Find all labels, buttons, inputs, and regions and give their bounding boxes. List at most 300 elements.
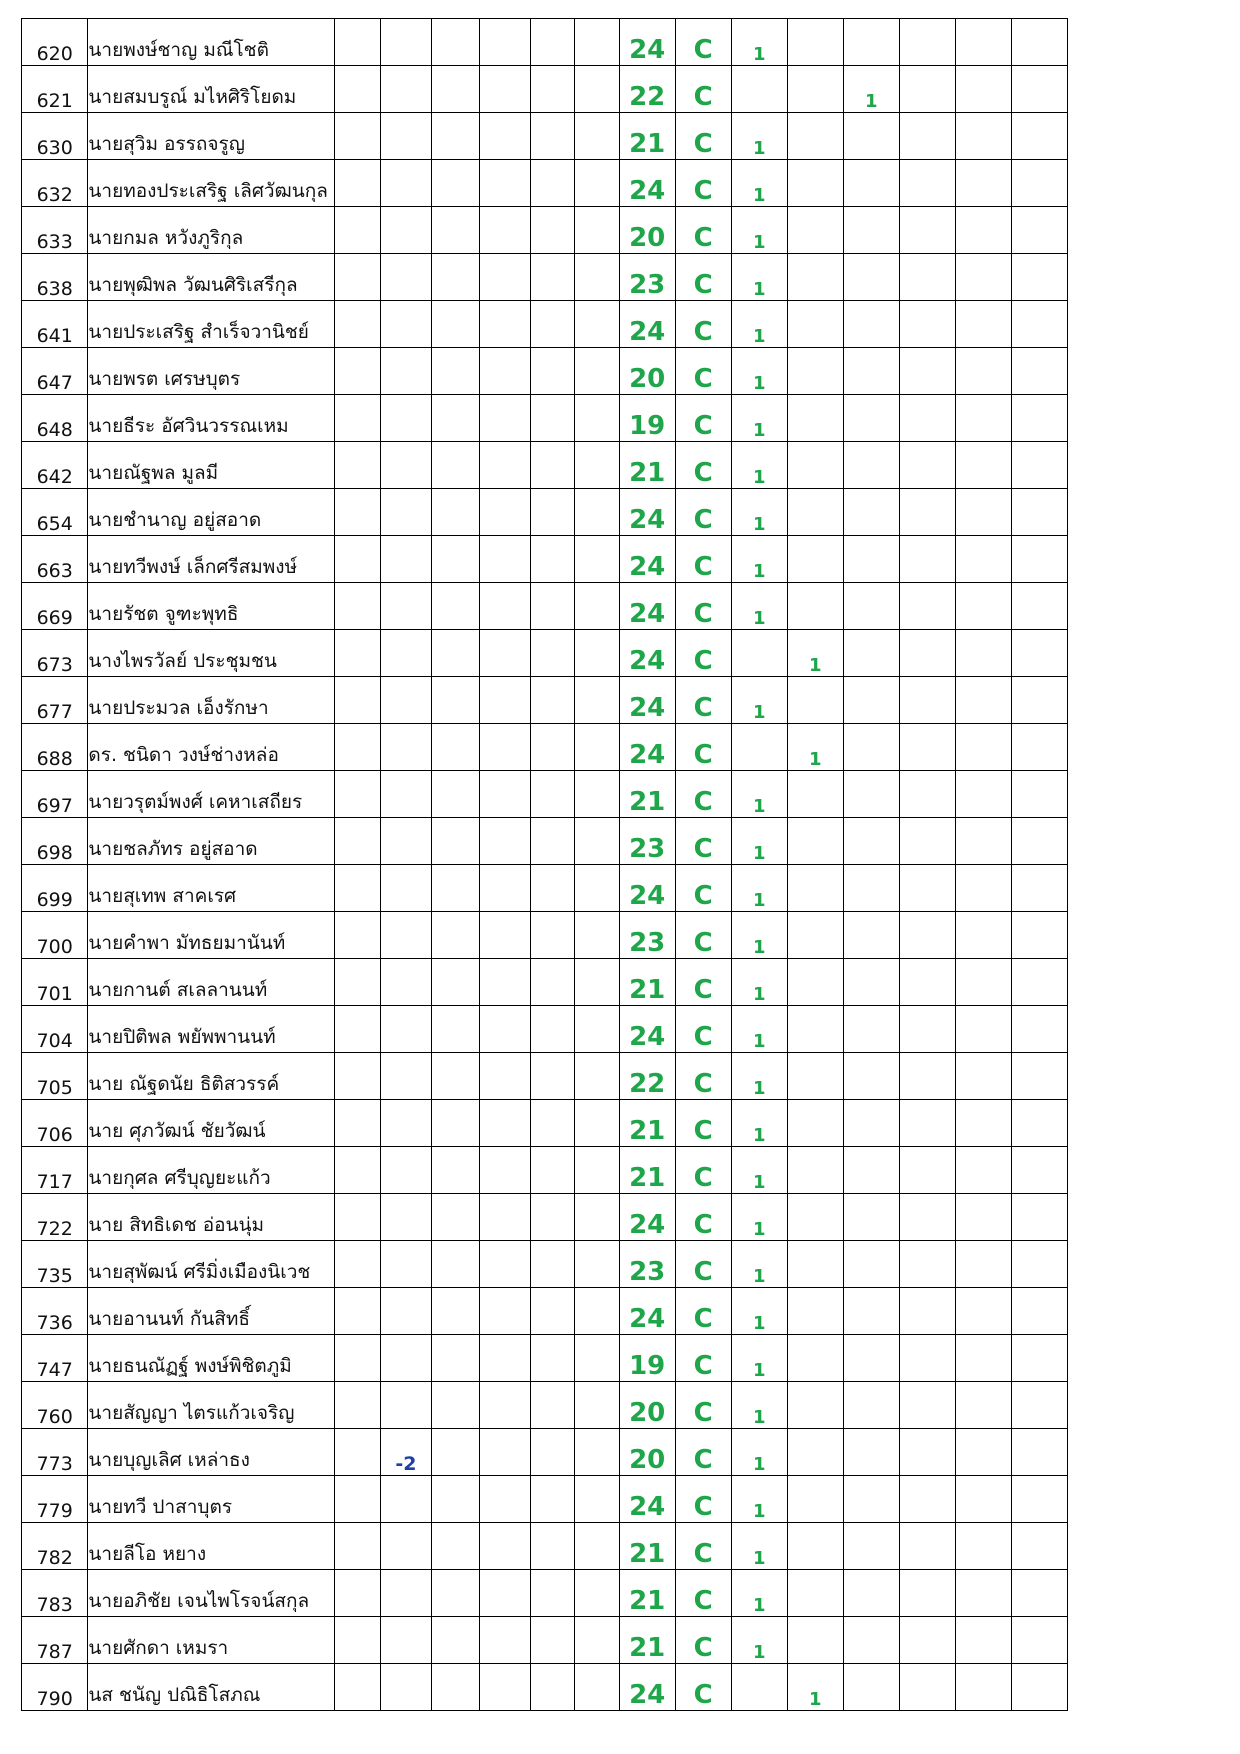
table-row <box>22 959 1124 1006</box>
empty-cell <box>479 1476 531 1523</box>
row-id: 647 <box>22 348 88 395</box>
grade-cell: C <box>675 1335 731 1382</box>
empty-cell <box>955 489 1011 536</box>
empty-cell <box>335 771 381 818</box>
empty-cell <box>335 630 381 677</box>
empty-cell <box>479 348 531 395</box>
empty-cell <box>955 630 1011 677</box>
row-name: นส ชนัญ ปณิธิโสภณ <box>88 1664 335 1711</box>
empty-cell <box>531 912 575 959</box>
table-row <box>22 1147 1124 1194</box>
flag-cell-2 <box>787 1147 843 1194</box>
score-cell: 20 <box>619 1382 675 1429</box>
flag-cell-1: 1 <box>731 818 787 865</box>
adjustment-cell <box>381 1053 432 1100</box>
table-row <box>22 1570 1124 1617</box>
empty-cell <box>575 301 620 348</box>
empty-cell <box>335 1053 381 1100</box>
empty-cell <box>431 1476 479 1523</box>
empty-cell <box>531 1664 575 1711</box>
grade-cell: C <box>675 1523 731 1570</box>
row-id: 648 <box>22 395 88 442</box>
empty-cell <box>479 818 531 865</box>
flag-cell-3 <box>843 1241 899 1288</box>
empty-cell <box>899 1382 955 1429</box>
empty-cell <box>899 630 955 677</box>
flag-cell-3 <box>843 442 899 489</box>
table-row <box>22 1382 1124 1429</box>
table-row <box>22 630 1124 677</box>
grade-cell: C <box>675 1053 731 1100</box>
empty-cell <box>575 1617 620 1664</box>
flag-cell-3 <box>843 583 899 630</box>
flag-cell-3 <box>843 536 899 583</box>
row-name: นายสุวิม อรรถจรูญ <box>88 113 335 160</box>
empty-cell <box>899 348 955 395</box>
empty-cell <box>431 724 479 771</box>
empty-cell <box>899 1664 955 1711</box>
empty-cell <box>575 1100 620 1147</box>
empty-cell <box>575 1053 620 1100</box>
adjustment-cell <box>381 865 432 912</box>
grade-cell: C <box>675 1617 731 1664</box>
table-row <box>22 1476 1124 1523</box>
flag-cell-3 <box>843 1006 899 1053</box>
empty-cell <box>575 959 620 1006</box>
empty-cell <box>431 630 479 677</box>
score-cell: 24 <box>619 1664 675 1711</box>
empty-cell <box>955 1288 1011 1335</box>
empty-cell <box>431 1617 479 1664</box>
empty-cell <box>531 1429 575 1476</box>
empty-cell <box>335 1664 381 1711</box>
flag-cell-2 <box>787 865 843 912</box>
flag-cell-1: 1 <box>731 1476 787 1523</box>
empty-cell <box>531 865 575 912</box>
empty-cell <box>335 1241 381 1288</box>
empty-cell <box>531 1100 575 1147</box>
empty-cell <box>1011 1382 1067 1429</box>
empty-cell <box>431 1194 479 1241</box>
empty-cell <box>335 348 381 395</box>
row-name: นายอานนท์ กันสิทธิ์ <box>88 1288 335 1335</box>
empty-cell <box>955 865 1011 912</box>
empty-cell <box>955 442 1011 489</box>
grade-cell: C <box>675 1241 731 1288</box>
empty-cell <box>531 959 575 1006</box>
empty-cell <box>531 1382 575 1429</box>
flag-cell-1: 1 <box>731 1382 787 1429</box>
empty-cell <box>531 395 575 442</box>
flag-cell-2: 1 <box>787 724 843 771</box>
score-cell: 24 <box>619 301 675 348</box>
empty-cell <box>575 207 620 254</box>
table-row <box>22 489 1124 536</box>
flag-cell-3 <box>843 1476 899 1523</box>
adjustment-cell <box>381 1570 432 1617</box>
empty-cell <box>955 1429 1011 1476</box>
empty-cell <box>899 254 955 301</box>
empty-cell <box>479 1429 531 1476</box>
adjustment-cell <box>381 583 432 630</box>
adjustment-cell <box>381 66 432 113</box>
grade-cell: C <box>675 771 731 818</box>
row-name: นายพงษ์ชาญ มณีโชติ <box>88 19 335 66</box>
empty-cell <box>955 1006 1011 1053</box>
adjustment-cell <box>381 959 432 1006</box>
grade-cell: C <box>675 818 731 865</box>
flag-cell-2 <box>787 583 843 630</box>
empty-cell <box>955 677 1011 724</box>
empty-cell <box>431 1241 479 1288</box>
empty-cell <box>1011 536 1067 583</box>
empty-cell <box>1011 66 1067 113</box>
flag-cell-3 <box>843 19 899 66</box>
empty-cell <box>479 724 531 771</box>
empty-cell <box>899 1429 955 1476</box>
flag-cell-2 <box>787 536 843 583</box>
empty-cell <box>575 1664 620 1711</box>
adjustment-cell <box>381 724 432 771</box>
table-row <box>22 818 1124 865</box>
flag-cell-3 <box>843 1429 899 1476</box>
score-cell: 24 <box>619 160 675 207</box>
empty-cell <box>899 442 955 489</box>
flag-cell-3 <box>843 1570 899 1617</box>
flag-cell-1: 1 <box>731 1100 787 1147</box>
empty-cell <box>531 1523 575 1570</box>
empty-cell <box>1011 442 1067 489</box>
empty-cell <box>335 1617 381 1664</box>
row-id: 697 <box>22 771 88 818</box>
flag-cell-2: 1 <box>787 630 843 677</box>
row-name: นายลีโอ หยาง <box>88 1523 335 1570</box>
flag-cell-3 <box>843 113 899 160</box>
empty-cell <box>955 1664 1011 1711</box>
adjustment-cell <box>381 348 432 395</box>
empty-cell <box>531 1241 575 1288</box>
empty-cell <box>575 66 620 113</box>
row-id: 633 <box>22 207 88 254</box>
empty-cell <box>531 771 575 818</box>
row-name: นายศักดา เหมรา <box>88 1617 335 1664</box>
adjustment-cell <box>381 818 432 865</box>
empty-cell <box>899 536 955 583</box>
empty-cell <box>531 254 575 301</box>
empty-cell <box>1011 489 1067 536</box>
empty-cell <box>479 395 531 442</box>
row-id: 782 <box>22 1523 88 1570</box>
grade-cell: C <box>675 1100 731 1147</box>
empty-cell <box>1011 583 1067 630</box>
empty-cell <box>899 1476 955 1523</box>
score-cell: 21 <box>619 959 675 1006</box>
adjustment-cell <box>381 912 432 959</box>
empty-cell <box>955 348 1011 395</box>
empty-cell <box>1011 1664 1067 1711</box>
empty-cell <box>575 630 620 677</box>
empty-cell <box>531 724 575 771</box>
row-name: นายปิติพล พยัพพานนท์ <box>88 1006 335 1053</box>
flag-cell-2 <box>787 818 843 865</box>
empty-cell <box>431 489 479 536</box>
empty-cell <box>1011 1053 1067 1100</box>
empty-cell <box>955 1476 1011 1523</box>
empty-cell <box>575 160 620 207</box>
flag-cell-1: 1 <box>731 442 787 489</box>
empty-cell <box>899 1617 955 1664</box>
empty-cell <box>899 301 955 348</box>
adjustment-cell <box>381 630 432 677</box>
empty-cell <box>431 865 479 912</box>
table-row <box>22 771 1124 818</box>
empty-cell <box>899 1288 955 1335</box>
score-cell: 23 <box>619 254 675 301</box>
empty-cell <box>899 395 955 442</box>
row-id: 673 <box>22 630 88 677</box>
score-cell: 20 <box>619 1429 675 1476</box>
empty-cell <box>531 301 575 348</box>
row-name: นายบุญเลิศ เหล่าธง <box>88 1429 335 1476</box>
grade-cell: C <box>675 1664 731 1711</box>
empty-cell <box>955 254 1011 301</box>
flag-cell-1: 1 <box>731 489 787 536</box>
empty-cell <box>955 1523 1011 1570</box>
grade-cell: C <box>675 536 731 583</box>
empty-cell <box>575 536 620 583</box>
empty-cell <box>575 818 620 865</box>
empty-cell <box>531 160 575 207</box>
score-cell: 24 <box>619 1288 675 1335</box>
empty-cell <box>431 1523 479 1570</box>
empty-cell <box>575 1523 620 1570</box>
flag-cell-2 <box>787 1523 843 1570</box>
row-name: นายกานต์ สเลลานนท์ <box>88 959 335 1006</box>
flag-cell-3 <box>843 865 899 912</box>
empty-cell <box>1011 301 1067 348</box>
row-name: นายรัชต จูฑะพุทธิ <box>88 583 335 630</box>
empty-cell <box>955 66 1011 113</box>
row-name: นายสัญญา ไตรแก้วเจริญ <box>88 1382 335 1429</box>
grade-cell: C <box>675 1006 731 1053</box>
score-cell: 21 <box>619 442 675 489</box>
empty-cell <box>575 1476 620 1523</box>
flag-cell-2 <box>787 1382 843 1429</box>
row-id: 787 <box>22 1617 88 1664</box>
row-id: 747 <box>22 1335 88 1382</box>
grade-cell: C <box>675 160 731 207</box>
empty-cell <box>335 113 381 160</box>
empty-cell <box>531 442 575 489</box>
empty-cell <box>575 912 620 959</box>
score-cell: 23 <box>619 1241 675 1288</box>
empty-cell <box>479 912 531 959</box>
flag-cell-2 <box>787 959 843 1006</box>
row-id: 700 <box>22 912 88 959</box>
flag-cell-2 <box>787 207 843 254</box>
score-cell: 24 <box>619 19 675 66</box>
flag-cell-1: 1 <box>731 959 787 1006</box>
row-name: นายพุฒิพล วัฒนศิริเสรีกุล <box>88 254 335 301</box>
empty-cell <box>899 66 955 113</box>
empty-cell <box>575 1006 620 1053</box>
empty-cell <box>1011 395 1067 442</box>
empty-cell <box>431 395 479 442</box>
flag-cell-1 <box>731 724 787 771</box>
empty-cell <box>479 1664 531 1711</box>
empty-cell <box>955 1147 1011 1194</box>
empty-cell <box>955 724 1011 771</box>
empty-cell <box>899 1523 955 1570</box>
empty-cell <box>335 66 381 113</box>
row-name: นายวรุตม์พงศ์ เคหาเสถียร <box>88 771 335 818</box>
empty-cell <box>955 301 1011 348</box>
adjustment-cell <box>381 301 432 348</box>
empty-cell <box>431 66 479 113</box>
score-cell: 21 <box>619 1523 675 1570</box>
empty-cell <box>1011 1570 1067 1617</box>
empty-cell <box>575 1335 620 1382</box>
table-row <box>22 536 1124 583</box>
row-name: นายชำนาญ อยู่สอาด <box>88 489 335 536</box>
empty-cell <box>955 583 1011 630</box>
empty-cell <box>575 1429 620 1476</box>
empty-cell <box>431 442 479 489</box>
score-cell: 24 <box>619 1476 675 1523</box>
empty-cell <box>431 348 479 395</box>
flag-cell-2 <box>787 348 843 395</box>
score-table <box>21 18 1124 1711</box>
flag-cell-3 <box>843 1382 899 1429</box>
empty-cell <box>335 1288 381 1335</box>
empty-cell <box>335 1429 381 1476</box>
flag-cell-1 <box>731 66 787 113</box>
empty-cell <box>955 536 1011 583</box>
score-sheet <box>21 18 1124 1746</box>
empty-cell <box>479 254 531 301</box>
empty-cell <box>431 1664 479 1711</box>
empty-cell <box>431 1006 479 1053</box>
empty-cell <box>531 1288 575 1335</box>
row-id: 779 <box>22 1476 88 1523</box>
empty-cell <box>335 677 381 724</box>
empty-cell <box>1011 865 1067 912</box>
row-name: นางไพรวัลย์ ประชุมชน <box>88 630 335 677</box>
empty-cell <box>335 301 381 348</box>
grade-cell: C <box>675 1288 731 1335</box>
empty-cell <box>1011 724 1067 771</box>
flag-cell-3 <box>843 1053 899 1100</box>
empty-cell <box>335 1335 381 1382</box>
row-name: นายทวี ปาสาบุตร <box>88 1476 335 1523</box>
grade-cell: C <box>675 66 731 113</box>
flag-cell-2 <box>787 1288 843 1335</box>
row-name: นายชลภัทร อยู่สอาด <box>88 818 335 865</box>
flag-cell-1: 1 <box>731 1194 787 1241</box>
row-name: นาย ณัฐดนัย ธิติสวรรค์ <box>88 1053 335 1100</box>
score-cell: 21 <box>619 1147 675 1194</box>
empty-cell <box>575 1570 620 1617</box>
adjustment-cell <box>381 677 432 724</box>
flag-cell-3 <box>843 348 899 395</box>
row-id: 783 <box>22 1570 88 1617</box>
empty-cell <box>431 1288 479 1335</box>
empty-cell <box>431 912 479 959</box>
row-name: นายธีระ อัศวินวรรณเหม <box>88 395 335 442</box>
flag-cell-2 <box>787 1100 843 1147</box>
empty-cell <box>899 160 955 207</box>
empty-cell <box>575 677 620 724</box>
flag-cell-1: 1 <box>731 1570 787 1617</box>
empty-cell <box>955 395 1011 442</box>
grade-cell: C <box>675 583 731 630</box>
score-cell: 24 <box>619 724 675 771</box>
row-id: 717 <box>22 1147 88 1194</box>
grade-cell: C <box>675 442 731 489</box>
flag-cell-1 <box>731 1664 787 1711</box>
flag-cell-1: 1 <box>731 1617 787 1664</box>
flag-cell-2 <box>787 254 843 301</box>
score-cell: 24 <box>619 583 675 630</box>
grade-cell: C <box>675 724 731 771</box>
table-row <box>22 912 1124 959</box>
flag-cell-1: 1 <box>731 207 787 254</box>
row-name: นายสุพัฒน์ ศรีมิ่งเมืองนิเวช <box>88 1241 335 1288</box>
empty-cell <box>335 1523 381 1570</box>
empty-cell <box>1011 1617 1067 1664</box>
empty-cell <box>955 1382 1011 1429</box>
table-row <box>22 1523 1124 1570</box>
empty-cell <box>1011 1335 1067 1382</box>
empty-cell <box>955 1241 1011 1288</box>
empty-cell <box>479 489 531 536</box>
flag-cell-1: 1 <box>731 1006 787 1053</box>
table-row <box>22 348 1124 395</box>
flag-cell-3 <box>843 677 899 724</box>
empty-cell <box>479 677 531 724</box>
score-cell: 21 <box>619 113 675 160</box>
adjustment-cell <box>381 1147 432 1194</box>
grade-cell: C <box>675 489 731 536</box>
flag-cell-1: 1 <box>731 1241 787 1288</box>
empty-cell <box>899 583 955 630</box>
grade-cell: C <box>675 1382 731 1429</box>
flag-cell-2 <box>787 1194 843 1241</box>
table-row <box>22 254 1124 301</box>
empty-cell <box>335 1147 381 1194</box>
score-cell: 23 <box>619 818 675 865</box>
row-id: 701 <box>22 959 88 1006</box>
empty-cell <box>531 1335 575 1382</box>
flag-cell-3 <box>843 301 899 348</box>
empty-cell <box>955 207 1011 254</box>
empty-cell <box>575 583 620 630</box>
flag-cell-1: 1 <box>731 1523 787 1570</box>
empty-cell <box>1011 630 1067 677</box>
table-row <box>22 19 1124 66</box>
grade-cell: C <box>675 395 731 442</box>
flag-cell-1: 1 <box>731 113 787 160</box>
adjustment-cell <box>381 395 432 442</box>
empty-cell <box>899 959 955 1006</box>
table-row <box>22 1194 1124 1241</box>
empty-cell <box>575 771 620 818</box>
row-name: นายประมวล เอ็งรักษา <box>88 677 335 724</box>
empty-cell <box>1011 348 1067 395</box>
empty-cell <box>575 348 620 395</box>
flag-cell-3 <box>843 1617 899 1664</box>
table-row <box>22 301 1124 348</box>
